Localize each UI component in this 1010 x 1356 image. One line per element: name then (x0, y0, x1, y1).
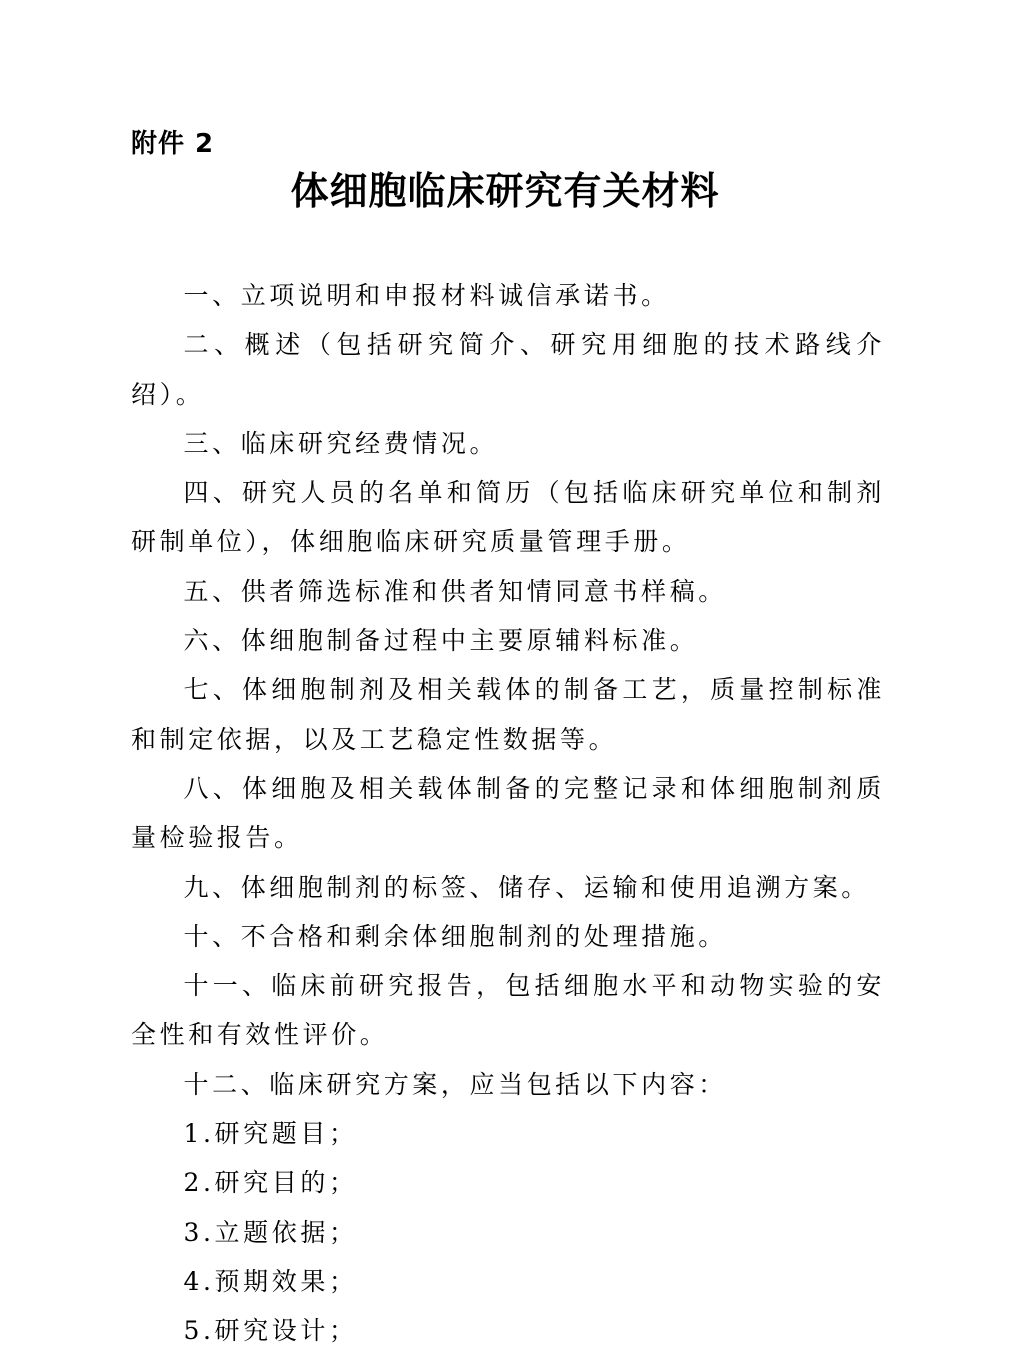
list-item: 3.立题依据； (183, 1217, 358, 1247)
paragraph: 八、体细胞及相关载体制备的完整记录和体细胞制剂质量检验报告。 (131, 773, 885, 853)
paragraph: 二、概述（包括研究简介、研究用细胞的技术路线介绍）。 (131, 330, 885, 409)
list-item: 4.预期效果； (183, 1266, 358, 1296)
paragraph: 五、供者筛选标准和供者知情同意书样稿。 (183, 576, 727, 606)
paragraph: 六、体细胞制备过程中主要原辅料标准。 (183, 626, 699, 656)
paragraph: 四、研究人员的名单和简历（包括临床研究单位和制剂研制单位），体细胞临床研究质量管理手册。 (131, 478, 885, 557)
list-item: 5.研究设计； (183, 1316, 358, 1346)
paragraph: 三、临床研究经费情况。 (183, 428, 499, 458)
paragraph: 一、立项说明和申报材料诚信承诺书。 (183, 281, 670, 310)
paragraph: 十一、临床前研究报告，包括细胞水平和动物实验的安全性和有效性评价。 (131, 971, 885, 1050)
list-item: 1.研究题目； (183, 1119, 358, 1149)
paragraph: 九、体细胞制剂的标签、储存、运输和使用追溯方案。 (183, 872, 870, 902)
paragraph: 十二、临床研究方案，应当包括以下内容： (183, 1069, 727, 1099)
attachment-label: 附件 2 (131, 129, 215, 159)
paragraph: 十、不合格和剩余体细胞制剂的处理措施。 (183, 921, 727, 951)
list-item: 2.研究目的； (183, 1168, 358, 1198)
paragraph: 七、体细胞制剂及相关载体的制备工艺，质量控制标准和制定依据，以及工艺稳定性数据等。 (131, 675, 885, 754)
document-body (131, 271, 885, 1356)
document-title: 体细胞临床研究有关材料 (290, 169, 720, 213)
